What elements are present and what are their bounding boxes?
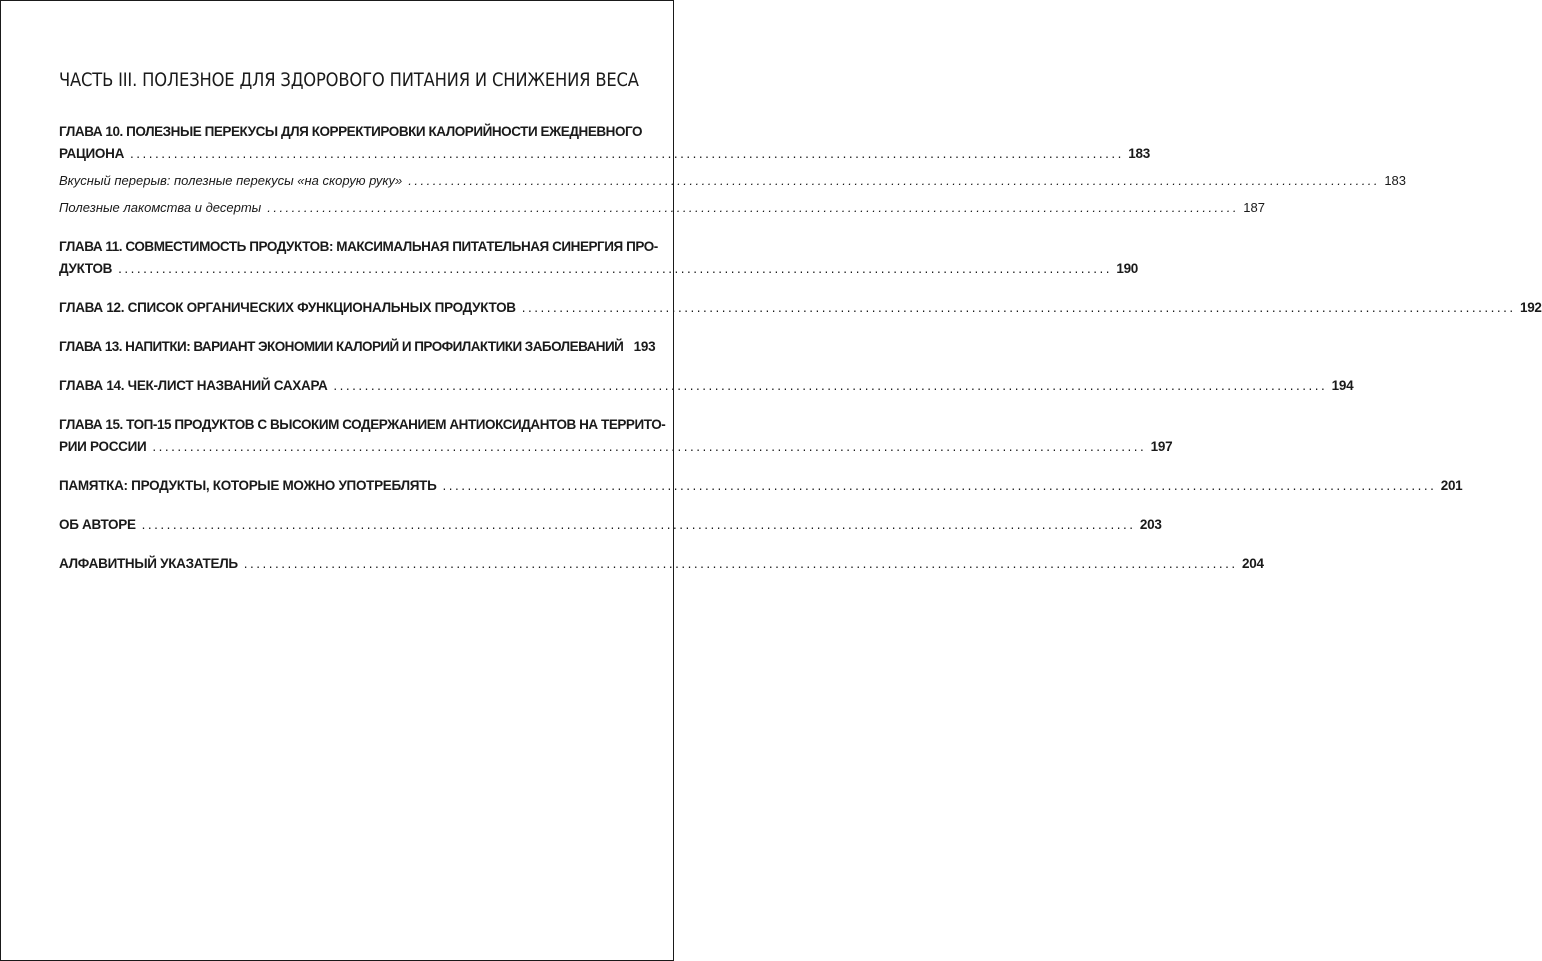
toc-entry-quick-snacks[interactable] bbox=[59, 170, 1407, 192]
dot-leader: ............................................................................................................................................................... bbox=[267, 200, 1239, 215]
toc-page-number: 183 bbox=[1384, 173, 1407, 188]
dot-leader: ............................................................................................................................................................... bbox=[141, 517, 1136, 532]
dot-leader: ............................................................................................................................................................... bbox=[243, 556, 1238, 571]
toc-entry-title-line2: РАЦИОНА bbox=[59, 146, 125, 161]
toc-page-number: 194 bbox=[1331, 378, 1354, 393]
toc-page-number: 203 bbox=[1139, 517, 1162, 532]
toc-entry-title: ОБ АВТОРЕ bbox=[59, 517, 136, 532]
part-title: ЧАСТЬ III. ПОЛЕЗНОЕ ДЛЯ ЗДОРОВОГО ПИТАНИЯ И СНИЖЕНИЯ ВЕСА bbox=[59, 69, 639, 91]
toc-page-number: 190 bbox=[1116, 261, 1138, 276]
dot-leader: ............................................................................................................................................................... bbox=[521, 300, 1516, 315]
toc-entry-healthy-desserts[interactable] bbox=[59, 197, 1265, 219]
toc-entry-chapter-12[interactable] bbox=[59, 297, 1542, 319]
toc-entry-title-line2: ДУКТОВ bbox=[59, 261, 113, 276]
toc-page-number: 192 bbox=[1519, 300, 1542, 315]
toc-entry-title-line1: ГЛАВА 15. ТОП-15 ПРОДУКТОВ С ВЫСОКИМ СОДЕРЖАНИЕМ АНТИОКСИДАНТОВ НА ТЕРРИТО- bbox=[59, 417, 666, 432]
toc-entry-about-author[interactable] bbox=[59, 514, 1162, 536]
dot-leader: ............................................................................................................................................................... bbox=[408, 173, 1381, 188]
toc-entry-memo[interactable] bbox=[59, 475, 1463, 497]
toc-page-number: 201 bbox=[1440, 478, 1463, 493]
dot-leader: ............................................................................................................................................................... bbox=[118, 261, 1112, 276]
toc-page-number: 204 bbox=[1242, 556, 1264, 571]
toc-entry-title: ГЛАВА 13. НАПИТКИ: ВАРИАНТ ЭКОНОМИИ КАЛОРИЙ И ПРОФИЛАКТИКИ ЗАБОЛЕВАНИЙ bbox=[59, 339, 624, 354]
toc-entry-title-line2: РИИ РОССИИ bbox=[59, 439, 147, 454]
toc-entry-title: ГЛАВА 12. СПИСОК ОРГАНИЧЕСКИХ ФУНКЦИОНАЛЬНЫХ ПРОДУКТОВ bbox=[59, 300, 516, 315]
toc-page-number: 193 bbox=[633, 339, 656, 354]
toc-entry-title: ГЛАВА 14. ЧЕК-ЛИСТ НАЗВАНИЙ САХАРА bbox=[59, 378, 328, 393]
dot-leader: ............................................................................................................................................................... bbox=[442, 478, 1437, 493]
toc-entry-title: ПАМЯТКА: ПРОДУКТЫ, КОТОРЫЕ МОЖНО УПОТРЕБЛЯТЬ bbox=[59, 478, 437, 493]
toc-entry-title-line1: ГЛАВА 10. ПОЛЕЗНЫЕ ПЕРЕКУСЫ ДЛЯ КОРРЕКТИРОВКИ КАЛОРИЙНОСТИ ЕЖЕДНЕВНОГО bbox=[59, 124, 643, 139]
toc-entry-chapter-10[interactable] bbox=[59, 121, 1150, 165]
toc-entry-title: Полезные лакомства и десерты bbox=[59, 200, 262, 215]
toc-entry-title: Вкусный перерыв: полезные перекусы «на скорую руку» bbox=[59, 173, 403, 188]
toc-entry-chapter-15[interactable] bbox=[59, 414, 1173, 458]
dot-leader: ............................................................................................................................................................... bbox=[152, 439, 1147, 454]
toc-entry-chapter-13[interactable] bbox=[59, 336, 656, 358]
toc-page-number: 187 bbox=[1243, 200, 1265, 215]
toc-entry-title-line1: ГЛАВА 11. СОВМЕСТИМОСТЬ ПРОДУКТОВ: МАКСИМАЛЬНАЯ ПИТАТЕЛЬНАЯ СИНЕРГИЯ ПРО- bbox=[59, 239, 658, 254]
toc-entry-title: АЛФАВИТНЫЙ УКАЗАТЕЛЬ bbox=[59, 556, 238, 571]
toc-entry-index[interactable] bbox=[59, 553, 1264, 575]
table-of-contents bbox=[59, 121, 1542, 575]
toc-page-number: 197 bbox=[1150, 439, 1173, 454]
toc-page-number: 183 bbox=[1128, 146, 1150, 161]
dot-leader: ............................................................................................................................................................... bbox=[333, 378, 1328, 393]
dot-leader: ............................................................................................................................................................... bbox=[130, 146, 1124, 161]
toc-entry-chapter-11[interactable] bbox=[59, 236, 1138, 280]
toc-entry-chapter-14[interactable] bbox=[59, 375, 1354, 397]
